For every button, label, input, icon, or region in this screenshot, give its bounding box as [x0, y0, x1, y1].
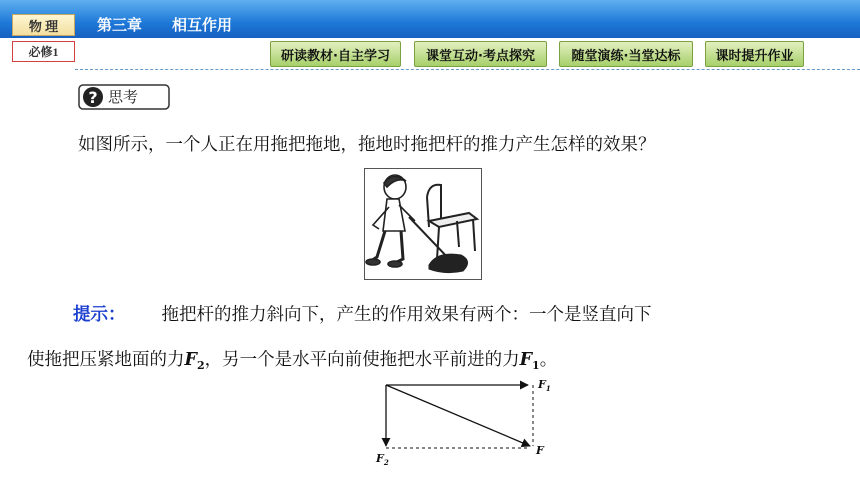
subject-label: 物 理 [12, 14, 75, 36]
header-divider [75, 69, 860, 70]
chair-icon [427, 185, 477, 259]
svg-text:?: ? [88, 88, 98, 107]
f-label: F [536, 444, 544, 457]
hint-label: 提示： [73, 305, 126, 325]
mopping-illustration [364, 168, 482, 280]
tab-after-class-homework[interactable]: 课时提升作业 [705, 41, 804, 67]
question-mark-icon [83, 87, 103, 107]
resultant-f-arrow [386, 385, 530, 446]
person-icon [366, 175, 415, 267]
tab-textbook-self-study[interactable]: 研读教材·自主学习 [270, 41, 401, 67]
hint-line-2: 使拖把压紧地面的力$F_2$，另一个是水平向前使拖把水平前进的力$F_1$。 [27, 350, 558, 372]
f2-label: $F_2$ [376, 452, 389, 466]
edition-label: 必修1 [12, 41, 75, 62]
hint-line-1 [73, 301, 652, 326]
tab-in-class-practice[interactable]: 随堂演练·当堂达标 [559, 41, 693, 67]
hint-text-1: 拖把杆的推力斜向下，产生的作用效果有两个：一个是竖直向下 [161, 305, 652, 325]
force-f2-symbol: $F_2$ [184, 350, 205, 372]
question-text: 如图所示，一个人正在用拖把拖地，拖地时拖把杆的推力产生怎样的效果？ [78, 135, 656, 155]
force-decomposition-diagram [368, 376, 564, 466]
think-label: 思考 [108, 88, 139, 106]
chapter-title: 第三章 [97, 16, 143, 34]
f1-label: $F_1$ [538, 378, 551, 393]
force-f1-symbol: $F_1$ [519, 350, 540, 372]
tab-classroom-interaction[interactable]: 课堂互动·考点探究 [414, 41, 547, 67]
chapter-topic: 相互作用 [172, 16, 233, 34]
